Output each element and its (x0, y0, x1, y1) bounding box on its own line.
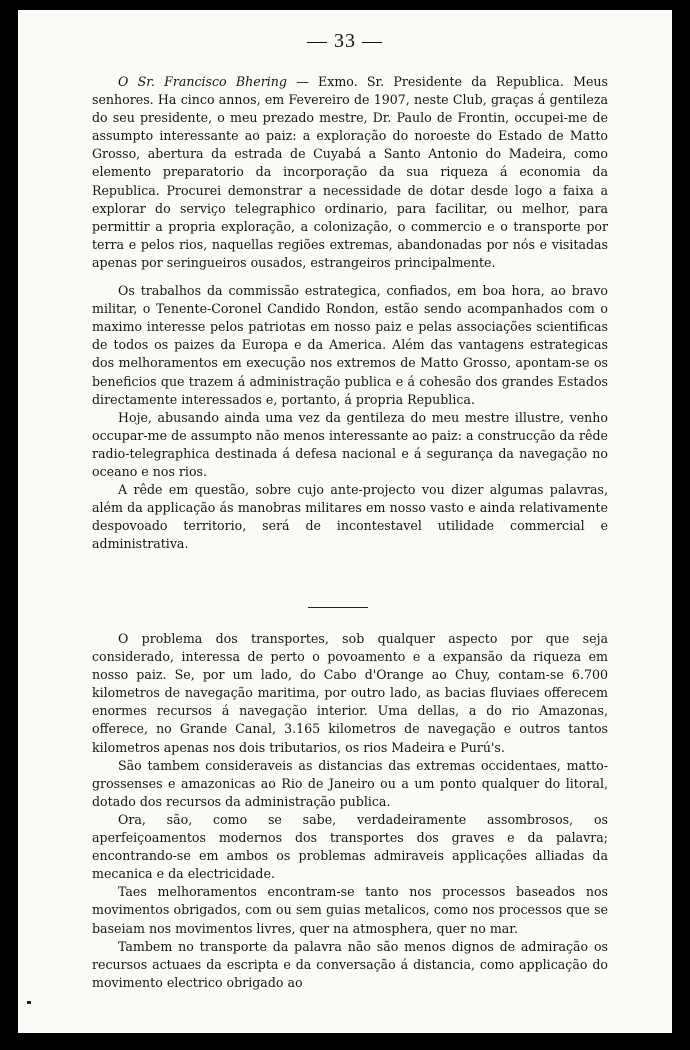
paragraph-2: Os trabalhos da commissão estrategica, confiados, em boa hora, ao bravo militar, o Tenente-Coronel Candido Rondon, estão sendo acompanhados com o maximo interesse pelos patriotas em nosso paiz e pelas associações scientificas de todos os paizes da Europa e da America. Além das vantagens estrategicas dos melhoramentos em execução nos extremos de Matto Grosso, apontam-se os beneficios que trazem á administração publica e á cohesão dos grandes Estados directamente interessados e, portanto, á propria Republica. (92, 283, 608, 407)
speech-section (92, 73, 608, 553)
margin-mark (27, 1001, 31, 1004)
page-number: — 33 — (307, 30, 383, 52)
paragraph-5: O problema dos transportes, sob qualquer aspecto por que seja considerado, interessa de perto o povoamento e a expansão da riqueza em nosso paiz. Se, por um lado, do Cabo d'Orange ao Chuy, contam-se 6.700 kilometros de navegação maritima, por outro lado, as bacias fluviaes offerecem enormes recursos á navegação interior. Uma dellas, a do rio Amazonas, offerece, no Grande Canal, 3.165 kilometros de navegação e outros tantos kilometros apenas nos dois tributarios, os rios Madeira e Purú's. (92, 631, 608, 755)
transport-section (92, 630, 608, 992)
paragraph-7: Ora, são, como se sabe, verdadeiramente assombrosos, os aperfeiçoamentos modernos dos transportes dos graves e da palavra; encontrando-se em ambos os problemas admiraveis applicações alliadas da mecanica e da electricidade. (92, 811, 608, 882)
section-divider (308, 607, 368, 608)
speaker-name: O Sr. Francisco Bhering (118, 74, 287, 89)
paragraph-3: Hoje, abusando ainda uma vez da gentileza do meu mestre illustre, venho occupar-me de assumpto não menos interessante ao paiz: a construcção da rêde radio-telegraphica destinada á defesa nacional e á segurança da navegação no oceano e nos rios. (92, 409, 608, 479)
paragraph-1 (92, 73, 608, 272)
paragraph-8: Taes melhoramentos encontram-se tanto nos processos baseados nos movimentos obrigados, com ou sem guias metalicos, como nos processos que se baseiam nos movimentos livres, quer na atmosphera, quer no mar. (92, 884, 608, 936)
paragraph-4: A rêde em questão, sobre cujo ante-projecto vou dizer algumas palavras, além da applicação ás manobras militares em nosso vasto e ainda relativamente despovoado territorio, será de incontestavel utilidade commercial e administrativa. (92, 482, 608, 552)
paragraph-6: São tambem consideraveis as distancias das extremas occidentaes, matto-grossenses e amazonicas ao Rio de Janeiro ou a um ponto qualquer do litoral, dotado dos recursos da administração publica. (92, 757, 608, 809)
paragraph-9: Tambem no transporte da palavra não são menos dignos de admiração os recursos actuaes da escripta e da conversação á distancia, como applicação do movimento electrico obrigado ao (92, 938, 608, 990)
paragraph-1-text: — Exmo. Sr. Presidente da Republica. Meus senhores. Ha cinco annos, em Fevereiro de 1907, neste Club, graças á gentileza do seu presidente, o meu prezado mestre, Dr. Paulo de Frontin, occupei-me de assumpto interessante ao paiz: a exploração do noroeste do Estado de Matto Grosso, abertura da estrada de Cuyabá a Santo Antonio do Madeira, como elemento preparatorio da incorporação da sua riqueza á economia da Republica. Procurei demonstrar a necessidade de dotar desde logo a faixa a explorar do serviço telegraphico ordinario, para facilitar, ou melhor, para permittir a propria exploração, a colonização, o commercio e o transporte por terra e pelos rios, naquellas regiões extremas, abandonadas por nós e visitadas apenas por seringueiros ousados, estrangeiros principalmente. (92, 74, 608, 270)
document-page (18, 10, 672, 1033)
